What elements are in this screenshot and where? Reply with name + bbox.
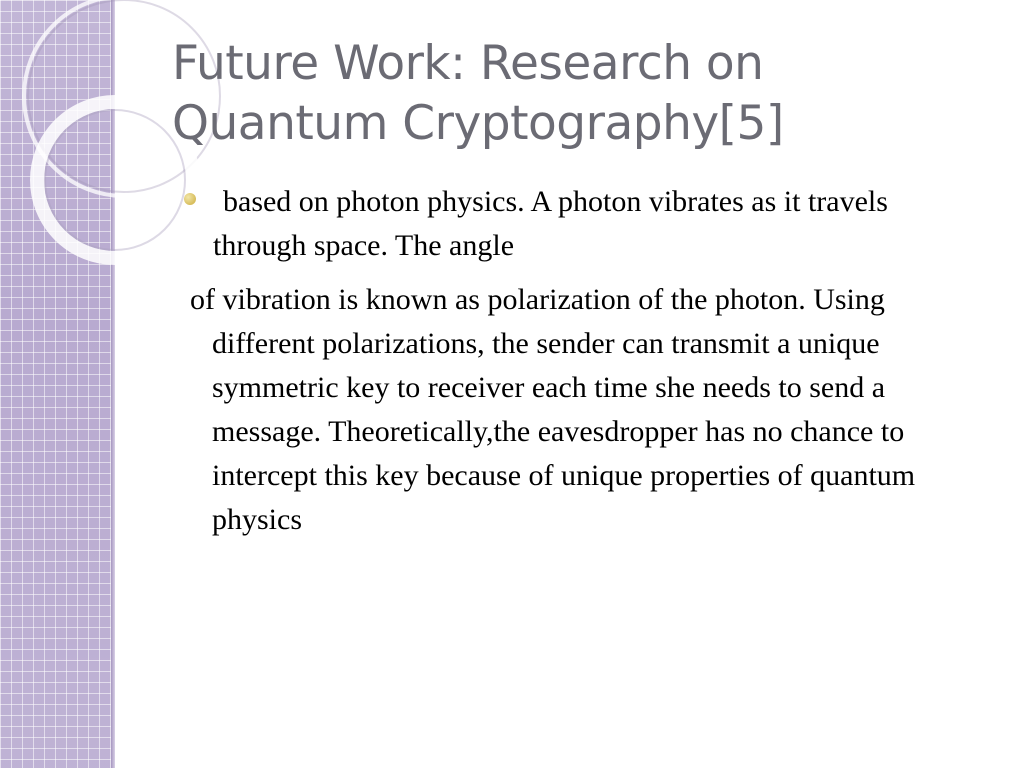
bullet-text: based on photon physics. A photon vibrates as it travels through space. The angle <box>213 185 888 262</box>
body-paragraph: of vibration is known as polarization of the photon. Using different polarizations, the sender can transmit a unique symmetric key to receiver each time she needs to send a message. Theoretically,the eavesdropper has no chance to intercept this key because of unique properties of quantum physics <box>190 283 916 536</box>
slide-title: Future Work: Research on Quantum Cryptography[5] <box>172 36 784 151</box>
bullet-dot-icon <box>184 193 196 205</box>
bullet-item <box>186 180 986 268</box>
slide-body <box>186 180 986 542</box>
